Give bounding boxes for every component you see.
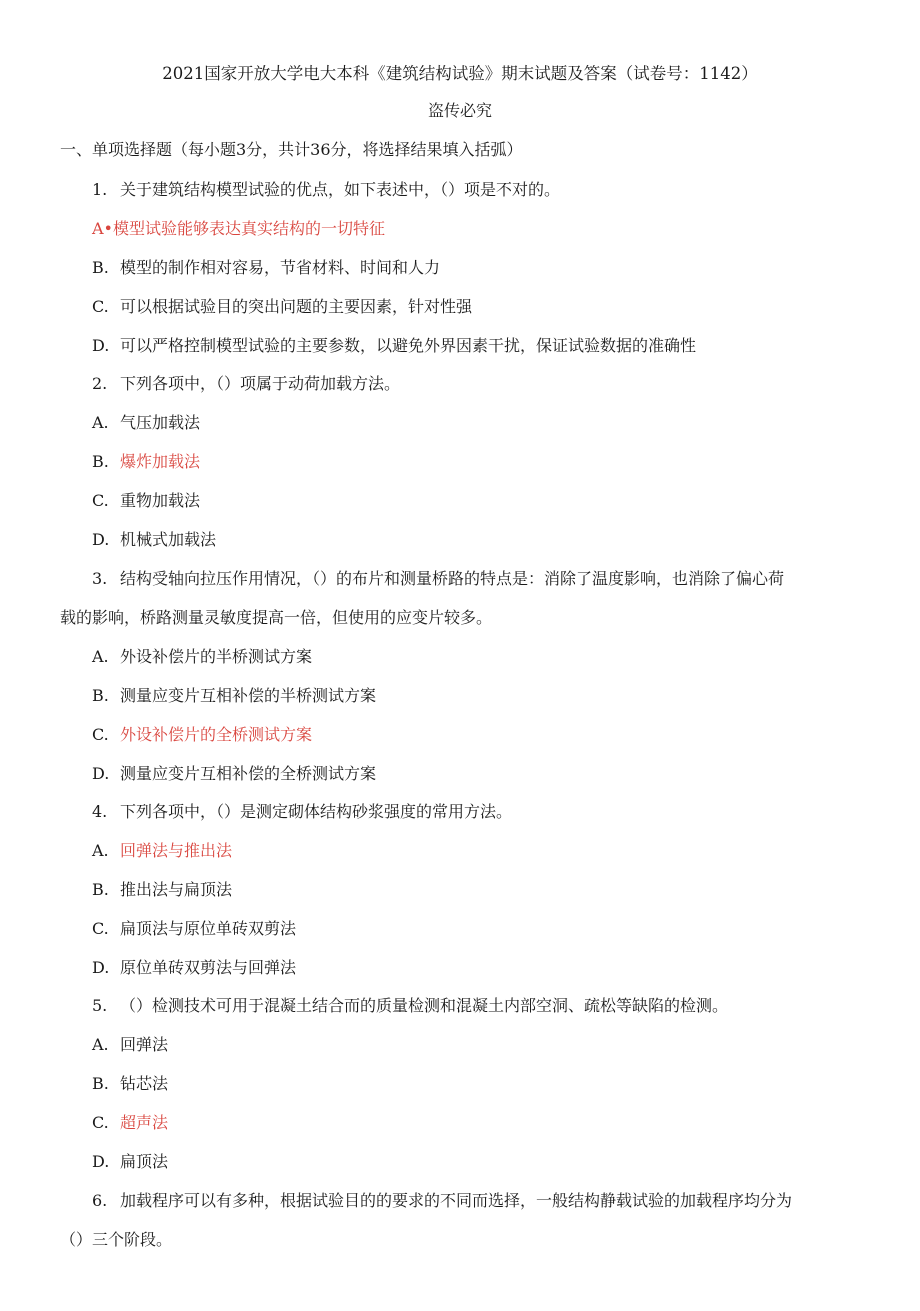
question-number: 2. <box>92 374 108 393</box>
option-label: B. <box>92 452 109 471</box>
question-text: 加载程序可以有多种，根据试验目的的要求的不同而选择，一般结构静载试验的加载程序均分为 <box>120 1191 793 1210</box>
question-number: 1. <box>92 180 108 199</box>
question-number: 4. <box>92 802 108 821</box>
option-label: C. <box>92 297 109 316</box>
option-3c <box>92 725 312 745</box>
option-text: 回弹法与推出法 <box>120 841 233 860</box>
option-text: 原位单砖双剪法与回弹法 <box>120 958 297 977</box>
option-label: A. <box>92 1035 109 1054</box>
option-label: C. <box>92 1113 109 1132</box>
option-label: D. <box>92 1152 110 1171</box>
option-text: 回弹法 <box>120 1035 169 1054</box>
option-label: A. <box>92 413 109 432</box>
option-text: 外设补偿片的全桥测试方案 <box>120 725 313 744</box>
question-1 <box>92 180 560 200</box>
option-1d <box>92 336 696 356</box>
option-text: 钻芯法 <box>120 1074 169 1093</box>
option-label: C. <box>92 491 109 510</box>
question-number: 5. <box>92 996 108 1015</box>
question-5 <box>92 996 728 1016</box>
option-label: A. <box>92 841 109 860</box>
option-label: C. <box>92 919 109 938</box>
option-text: 重物加载法 <box>120 491 201 510</box>
option-label: C. <box>92 725 109 744</box>
option-text: 测量应变片互相补偿的半桥测试方案 <box>120 686 377 705</box>
question-number: 3. <box>92 569 108 588</box>
document-subtitle: 盗传必究 <box>427 101 492 120</box>
option-text: 可以根据试验目的突出问题的主要因素，针对性强 <box>120 297 473 316</box>
option-5c <box>92 1113 168 1133</box>
option-2b <box>92 452 200 472</box>
option-text: 超声法 <box>120 1113 169 1132</box>
option-3b <box>92 686 376 706</box>
option-label: B. <box>92 1074 109 1093</box>
option-4d <box>92 958 296 978</box>
option-text: 扁顶法与原位单砖双剪法 <box>120 919 297 938</box>
option-label: D. <box>92 336 110 355</box>
question-6 <box>92 1191 792 1211</box>
option-text: 模型试验能够表达真实结构的一切特征 <box>113 219 386 238</box>
option-2a <box>92 413 200 433</box>
question-3-continued: 载的影响，桥路测量灵敏度提高一倍，但使用的应变片较多。 <box>60 608 493 627</box>
option-label: B. <box>92 258 109 277</box>
document-title: 2021国家开放大学电大本科《建筑结构试验》期末试题及答案（试卷号：1142） <box>162 64 758 83</box>
option-1b <box>92 258 440 278</box>
option-5a <box>92 1035 168 1055</box>
option-text: 模型的制作相对容易，节省材料、时间和人力 <box>120 258 441 277</box>
option-1c <box>92 297 472 317</box>
question-2 <box>92 374 400 394</box>
option-label: B. <box>92 880 109 899</box>
option-4b <box>92 880 232 900</box>
option-text: 推出法与扁顶法 <box>120 880 233 899</box>
question-text: 结构受轴向拉压作用情况，（）的布片和测量桥路的特点是：消除了温度影响，也消除了偏心荷 <box>120 569 785 588</box>
question-text: （）检测技术可用于混凝土结合而的质量检测和混凝土内部空洞、疏松等缺陷的检测。 <box>120 996 729 1015</box>
option-1a <box>92 219 385 239</box>
option-3a <box>92 647 312 667</box>
option-5d <box>92 1152 168 1172</box>
question-text: 关于建筑结构模型试验的优点，如下表述中，（）项是不对的。 <box>120 180 561 199</box>
question-3 <box>92 569 784 589</box>
option-4a <box>92 841 232 861</box>
question-text: 下列各项中，（）项属于动荷加载方法。 <box>120 374 401 393</box>
option-text: 测量应变片互相补偿的全桥测试方案 <box>120 764 377 783</box>
option-3d <box>92 764 376 784</box>
option-2c <box>92 491 200 511</box>
question-text: 下列各项中，（）是测定砌体结构砂浆强度的常用方法。 <box>120 802 513 821</box>
option-text: 可以严格控制模型试验的主要参数，以避免外界因素干扰，保证试验数据的准确性 <box>120 336 697 355</box>
option-label: D. <box>92 530 110 549</box>
option-text: 机械式加载法 <box>120 530 217 549</box>
option-5b <box>92 1074 168 1094</box>
option-2d <box>92 530 216 550</box>
question-number: 6. <box>92 1191 108 1210</box>
option-label: A. <box>92 647 109 666</box>
question-4 <box>92 802 512 822</box>
section-heading: 一、单项选择题（每小题3分，共计36分，将选择结果填入括弧） <box>60 140 523 159</box>
option-text: 爆炸加载法 <box>120 452 201 471</box>
question-6-continued: （）三个阶段。 <box>60 1230 173 1249</box>
option-4c <box>92 919 296 939</box>
option-text: 气压加载法 <box>120 413 201 432</box>
option-label: A• <box>92 219 113 238</box>
option-label: D. <box>92 958 110 977</box>
option-label: B. <box>92 686 109 705</box>
option-text: 扁顶法 <box>120 1152 169 1171</box>
option-text: 外设补偿片的半桥测试方案 <box>120 647 313 666</box>
option-label: D. <box>92 764 110 783</box>
